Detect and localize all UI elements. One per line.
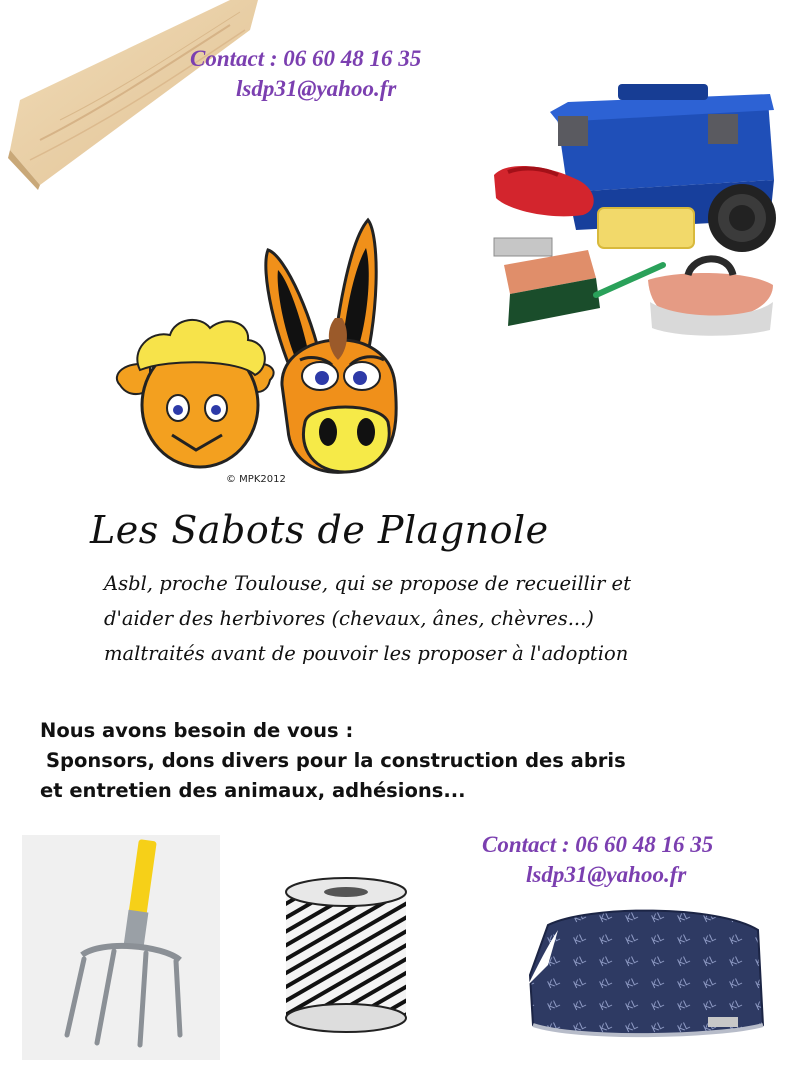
needs-heading: Nous avons besoin de vous :	[40, 719, 354, 742]
sheep-donkey-logo	[110, 210, 410, 480]
description-line: d'aider des herbivores (chevaux, ânes, chèvres...)	[104, 607, 594, 630]
contact-bottom	[482, 830, 782, 890]
contact-top	[190, 44, 490, 104]
fence-tape-roll-image	[282, 876, 410, 1034]
description-line: Asbl, proche Toulouse, qui se propose de recueillir et	[104, 572, 631, 595]
needs-section	[40, 716, 760, 806]
contact-email-link[interactable]: lsdp31@yahoo.fr	[526, 862, 687, 887]
horse-blanket-image	[518, 905, 770, 1045]
contact-email-link[interactable]: lsdp31@yahoo.fr	[236, 76, 397, 101]
pitchfork-image	[22, 835, 220, 1060]
grooming-kit-image	[488, 80, 788, 340]
description-line: maltraités avant de pouvoir les proposer à l'adoption	[104, 642, 629, 665]
needs-line: et entretien des animaux, adhésions...	[40, 779, 466, 802]
needs-line: Sponsors, dons divers pour la construction des abris	[46, 749, 626, 772]
page-title: Les Sabots de Plagnole	[90, 508, 549, 552]
contact-phone: Contact : 06 60 48 16 35	[190, 46, 422, 71]
logo-copyright: © MPK2012	[226, 474, 286, 485]
contact-phone: Contact : 06 60 48 16 35	[482, 832, 714, 857]
association-description	[104, 566, 784, 671]
